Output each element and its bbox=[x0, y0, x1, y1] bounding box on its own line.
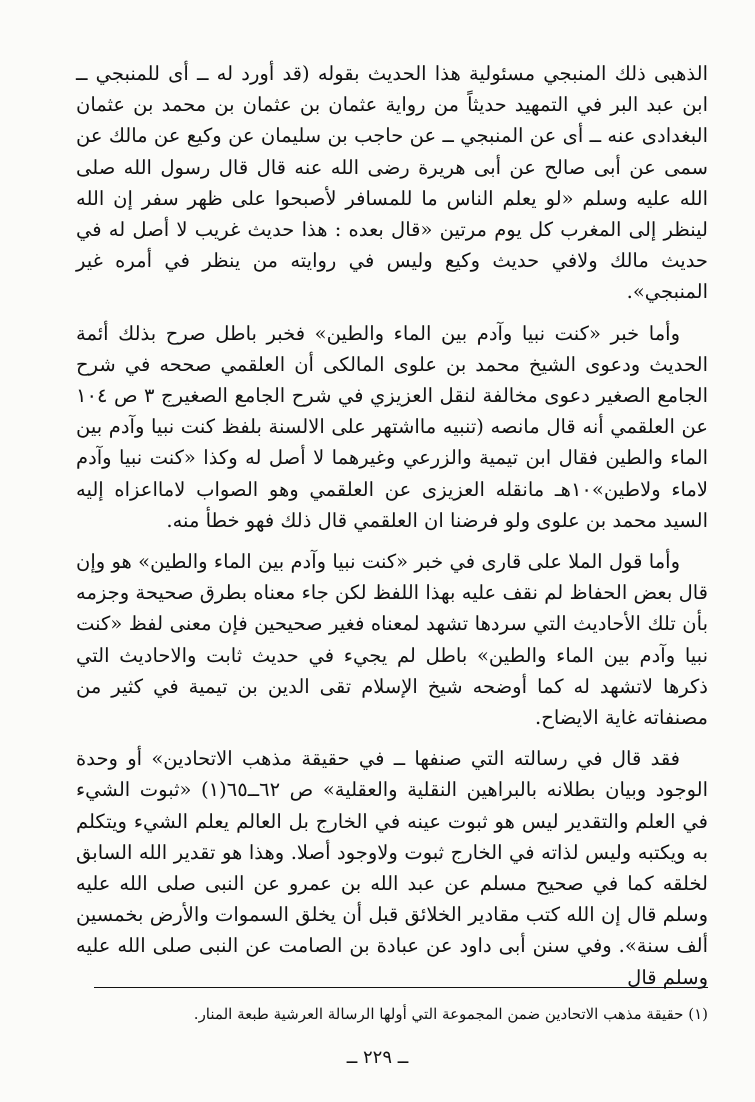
paragraph-4: فقد قال في رسالته التي صنفها ــ في حقيقة مذهب الاتحادين» أو وحدة الوجود وبيان بطلانه بالبراهين النقلية والعقلية» ص ٦٢ــ٦٥(١) «ثبوت الشيء في العلم والتقدير ليس هو ثبوت عينه في الخارج بل العالم يعلم الشيء ويتكلم به ويكتبه وليس لذاته في الخارج ثبوت ولاوجود أصلا. وهذا هو تقدير الله السابق لخلقه كما في صحيح مسلم عن عبد الله بن عمرو عن النبى صلى الله عليه وسلم قال إن الله كتب مقادير الخلائق قبل أن يخلق السموات والأرض بخمسين ألف سنة». وفي سنن أبى داود عن عبادة بن الصامت عن النبى صلى الله عليه وسلم قال bbox=[76, 747, 708, 989]
paragraph-1: الذهبى ذلك المنبجي مسئولية هذا الحديث بقوله (قد أورد له ــ أى للمنبجي ــ ابن عبد البر في التمهيد حديثاً من رواية عثمان بن عثمان بن محمد بن عثمان البغدادى عنه ــ أى عن المنبجي ــ عن حاجب بن سليمان عن وكيع عن مالك عن سمى عن أبى صالح عن أبى هريرة رضى الله عنه قال قال رسول الله صلى الله عليه وسلم «لو يعلم الناس ما للمسافر لأصبحوا على ظهر سفر إن الله لينظر إلى المغرب كل يوم مرتين «قال بعده : هذا حديث غريب لا أصل له في حديث مالك ولافي حديث وكيع وليس في روايته من ينظر في أمره غير المنبجي». bbox=[76, 62, 708, 304]
page-number: ــ ٢٢٩ ــ bbox=[346, 1047, 409, 1068]
main-text bbox=[76, 58, 708, 993]
footnote: (١) حقيقة مذهب الاتحادين ضمن المجموعة التي أولها الرسالة العرشية طبعة المنار. bbox=[193, 1005, 708, 1023]
paragraph-2: وأما خبر «كنت نبيا وآدم بين الماء والطين» فخبر باطل صرح بذلك أئمة الحديث ودعوى الشيخ محمد بن علوى المالكى أن العلقمي صححه في شرح الجامع الصغير دعوى مخالفة لنقل العزيزي في شرح الجامع الصغيرج ٣ ص ١٠٤ عن العلقمي أنه قال مانصه (تنبيه مااشتهر على الالسنة بلفظ كنت نبيا وآدم بين الماء والطين فقال ابن تيمية والزرعي وغيرهما لا أصل له وكذا «كنت نبيا وآدم لاماء ولاطين»١٠هـ مانقله العزيزى عن العلقمي وهو الصواب لامااعزاه إليه السيد محمد بن علوى ولو فرضنا ان العلقمي قال ذلك فهو خطأ منه. bbox=[76, 321, 708, 532]
footnote-divider bbox=[94, 987, 708, 988]
paragraph-3: وأما قول الملا على قارى في خبر «كنت نبيا وآدم بين الماء والطين» هو وإن قال بعض الحفاظ لم نقف عليه بهذا اللفظ لكن جاء معناه بطرق صحيحة وجزمه بأن تلك الأحاديث التي سردها تشهد لمعناه فغير صحيحين فإن معنى لفظ «كنت نبيا وآدم بين الماء والطين» باطل لم يجيء في حديث ثابت والاحاديث التي ذكرها لاتشهد له كما أوضحه شيخ الإسلام تقى الدين بن تيمية في كثير من مصنفاته غاية الايضاح. bbox=[76, 550, 708, 730]
